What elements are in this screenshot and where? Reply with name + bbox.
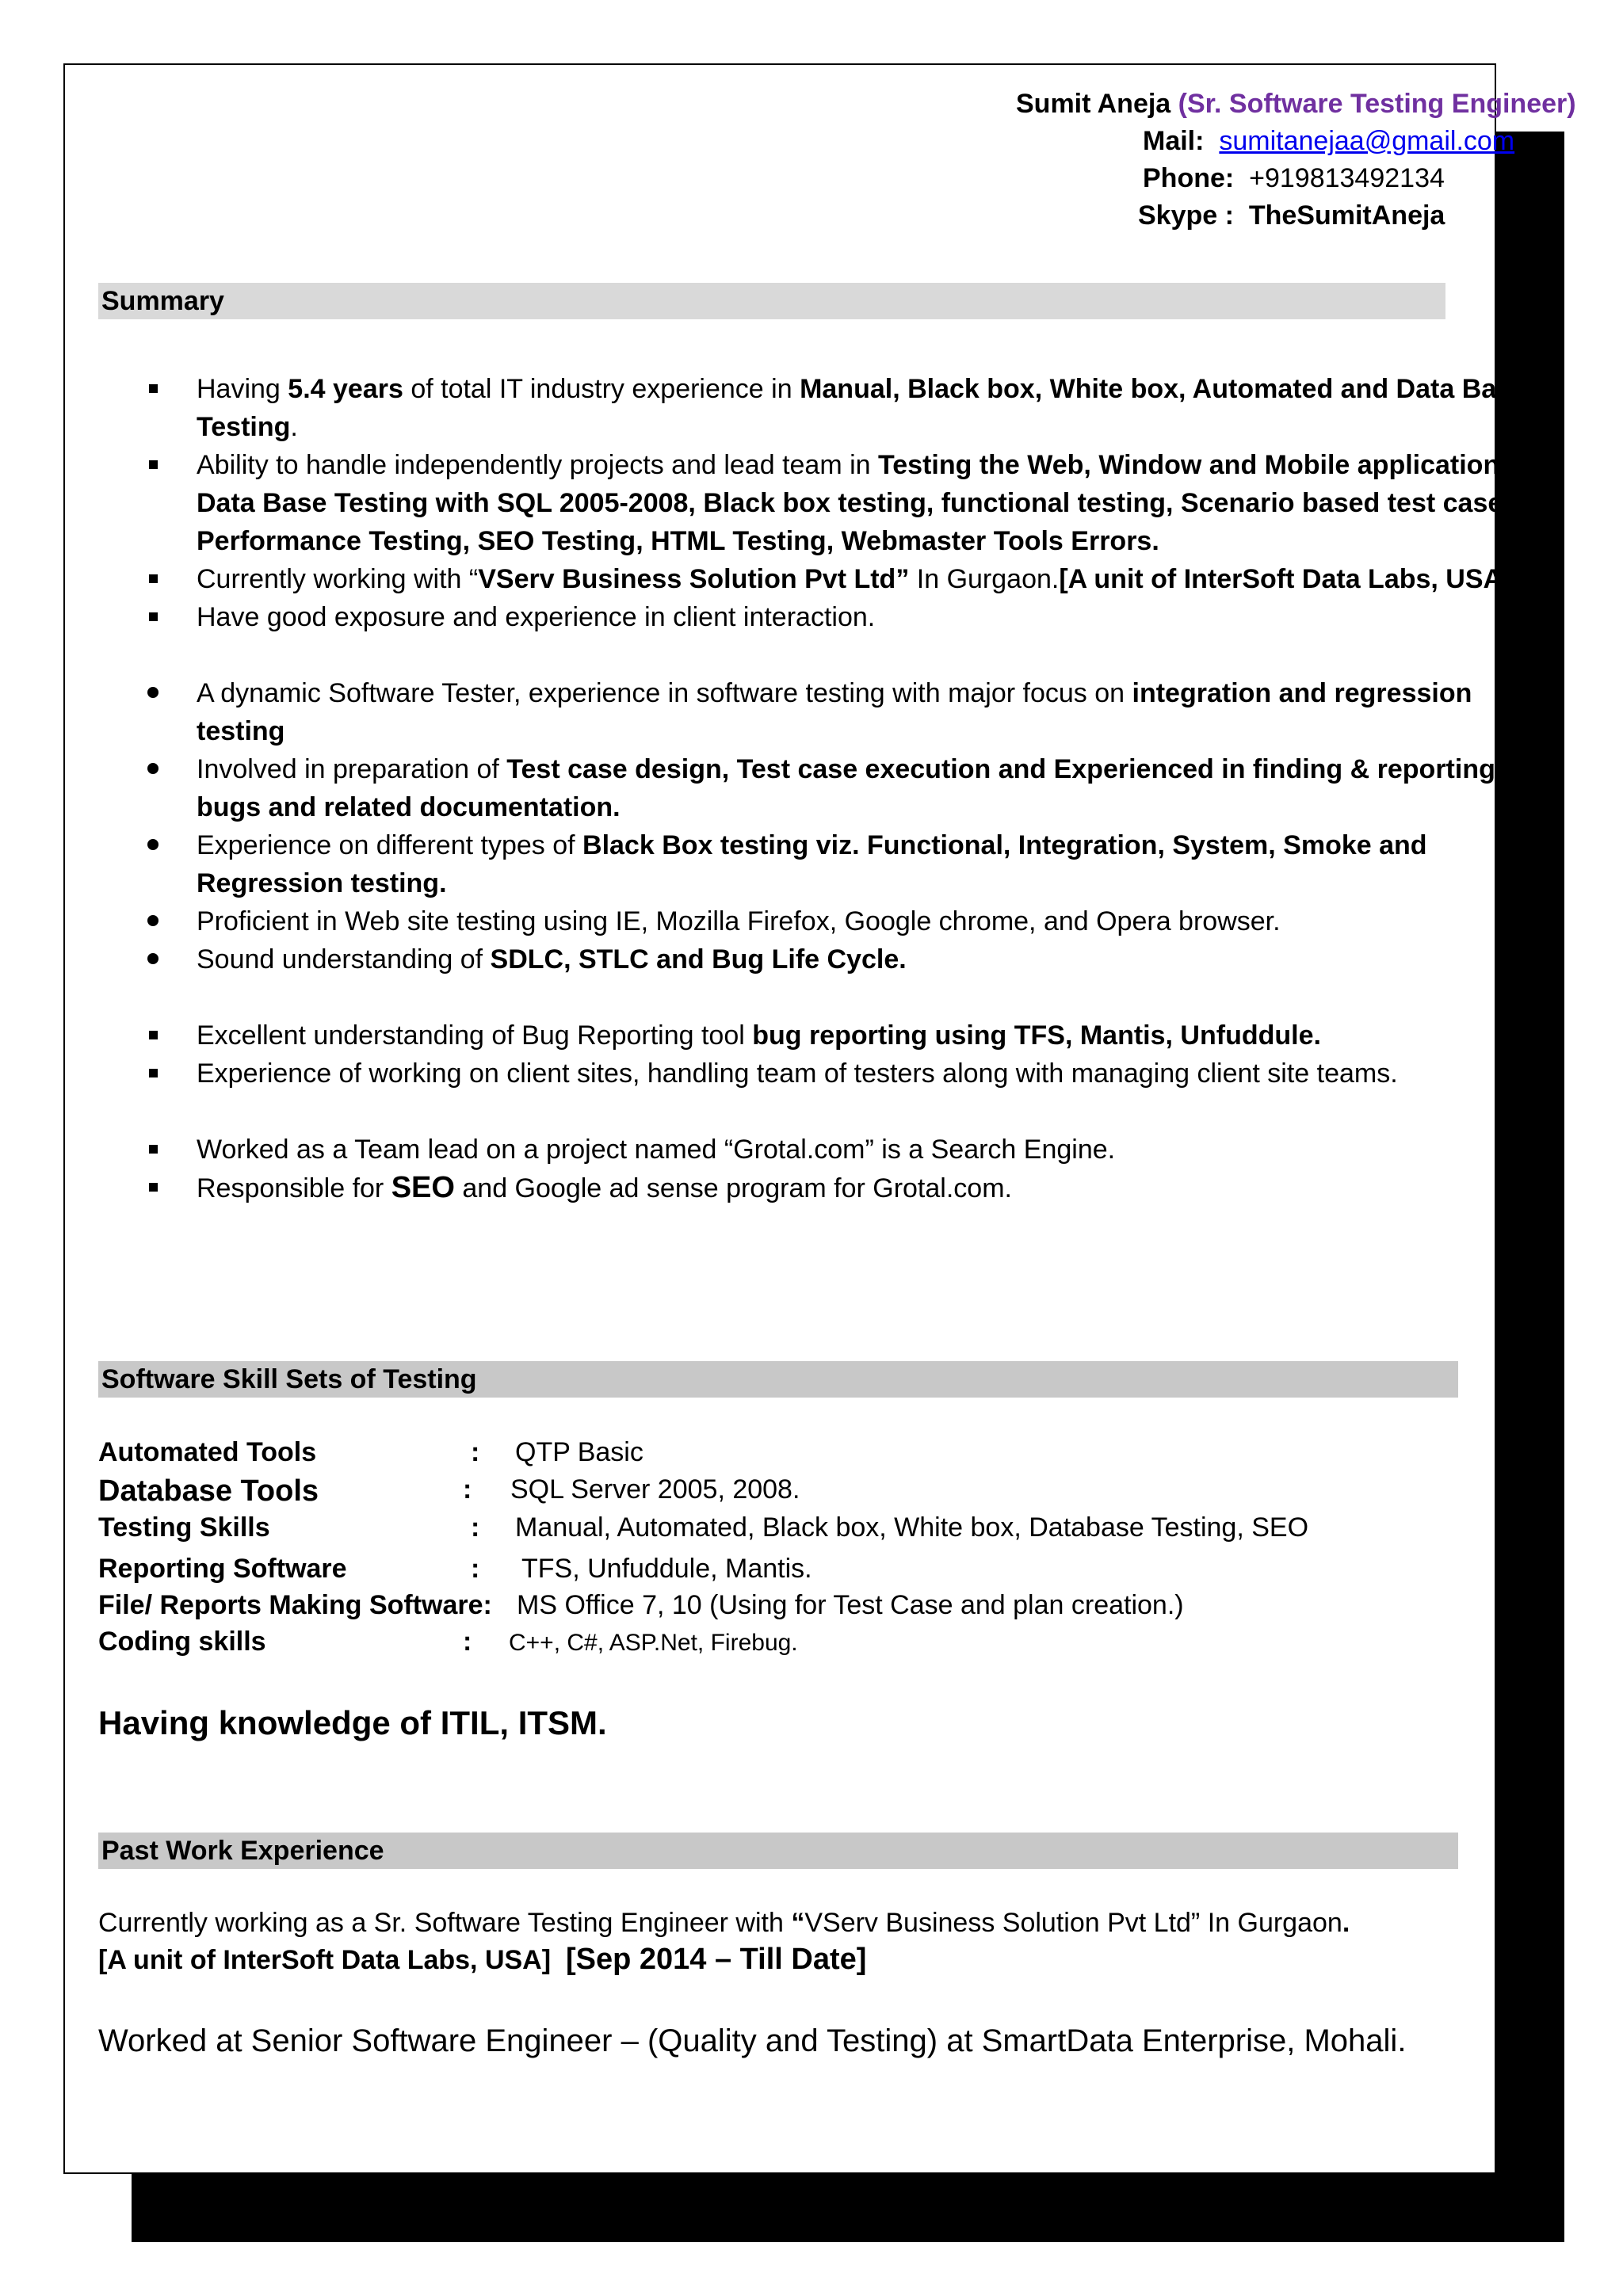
summary-bold-text: [A unit of InterSoft Data Labs, USA] — [1059, 564, 1512, 594]
list-spacer — [98, 978, 1541, 1016]
exp-quote: “ — [791, 1908, 805, 1938]
skill-colon: : — [471, 1512, 480, 1543]
summary-bold-text: Manual, Black box, White box, Automated and Data Base Testing — [197, 374, 1526, 442]
exp-dates: [Sep 2014 – Till Date] — [565, 1943, 867, 1976]
summary-text: Have good exposure and experience in client interaction. — [197, 602, 876, 632]
summary-heading — [98, 283, 1445, 319]
summary-item — [98, 560, 1541, 598]
summary-bold-text: Testing the Web, Window and Mobile applications, Data Base Testing with SQL 2005-2008, Black box testing, functional testing, Scenario based test cases, Performance Testing, SEO Testing, HTML Testing, Webmaster Tools Errors. — [197, 450, 1526, 556]
summary-item — [98, 902, 1541, 940]
skill-colon: : — [471, 1554, 480, 1584]
summary-bold-text: SDLC, STLC and Bug Life Cycle. — [490, 944, 907, 974]
summary-bold-text: 5.4 years — [288, 374, 403, 404]
experience-current-line — [98, 1908, 1350, 1939]
skill-colon: : — [463, 1627, 472, 1657]
exp-company: VServ Business Solution Pvt Ltd” In Gurgaon — [804, 1908, 1342, 1938]
list-spacer — [98, 636, 1541, 674]
phone-value: +919813492134 — [1249, 163, 1445, 193]
skills-heading-text: Software Skill Sets of Testing — [101, 1364, 477, 1394]
summary-item — [98, 826, 1541, 902]
mail-line — [1143, 126, 1514, 157]
skill-label: Database Tools — [98, 1474, 319, 1508]
summary-text: Experience on different types of — [197, 830, 583, 860]
skill-label: Automated Tools — [98, 1437, 317, 1467]
summary-bold-text: Black Box testing viz. Functional, Integration, System, Smoke and Regression testing. — [197, 830, 1427, 898]
summary-item — [98, 750, 1541, 826]
summary-item — [98, 1169, 1541, 1207]
person-name: Sumit Aneja — [1016, 89, 1171, 119]
skype-label: Skype : — [1138, 200, 1234, 231]
summary-list — [98, 370, 1541, 1207]
skill-label: File/ Reports Making Software: — [98, 1590, 492, 1620]
skill-value: MS Office 7, 10 (Using for Test Case and plan creation.) — [517, 1590, 1184, 1620]
exp-previous-text: Worked at Senior Software Engineer – (Quality and Testing) at SmartData Enterprise, Mohali. — [98, 2023, 1407, 2058]
exp-period: . — [1342, 1908, 1350, 1938]
summary-text: Proficient in Web site testing using IE, Mozilla Firefox, Google chrome, and Opera browser. — [197, 906, 1281, 936]
skill-value: TFS, Unfuddule, Mantis. — [521, 1554, 812, 1584]
summary-item — [98, 598, 1541, 636]
summary-item — [98, 940, 1541, 978]
summary-text: Excellent understanding of Bug Reporting tool — [197, 1020, 753, 1051]
phone-label: Phone: — [1143, 163, 1235, 193]
skill-colon: : — [463, 1474, 472, 1505]
skill-value: Manual, Automated, Black box, White box, Database Testing, SEO — [515, 1512, 1309, 1543]
summary-text: Having — [197, 374, 288, 404]
summary-bold-text: integration and regression testing — [197, 678, 1472, 746]
experience-heading — [98, 1833, 1458, 1869]
summary-text: Experience of working on client sites, handling team of testers along with managing client site teams. — [197, 1058, 1398, 1089]
summary-item — [98, 370, 1541, 446]
mail-label: Mail: — [1143, 126, 1205, 156]
summary-item — [98, 1055, 1541, 1093]
summary-text: Currently working with “ — [197, 564, 479, 594]
summary-item — [98, 674, 1541, 750]
exp-unit: [A unit of InterSoft Data Labs, USA] — [98, 1945, 552, 1975]
summary-text: Ability to handle independently projects and lead team in — [197, 450, 879, 480]
skills-heading — [98, 1361, 1458, 1398]
summary-text: Involved in preparation of — [197, 754, 507, 784]
person-title: (Sr. Software Testing Engineer) — [1178, 89, 1576, 119]
experience-previous-line — [98, 2023, 1406, 2059]
summary-text: A dynamic Software Tester, experience in software testing with major focus on — [197, 678, 1132, 708]
name-line — [1016, 89, 1576, 120]
summary-text: . — [290, 412, 298, 442]
knowledge-line: Having knowledge of ITIL, ITSM. — [98, 1704, 607, 1741]
summary-heading-text: Summary — [101, 286, 224, 316]
list-spacer — [98, 1093, 1541, 1131]
phone-line — [1143, 163, 1445, 194]
summary-text: Worked as a Team lead on a project named “Grotal.com” is a Search Engine. — [197, 1135, 1116, 1165]
experience-unit-line — [98, 1943, 866, 1977]
summary-bold-text: Test case design, Test case execution and Experienced in finding & reporting bugs and related documentation. — [197, 754, 1495, 822]
summary-text: Sound understanding of — [197, 944, 491, 974]
summary-item — [98, 1131, 1541, 1169]
mail-link[interactable]: sumitanejaa@gmail.com — [1219, 126, 1515, 156]
summary-bold-text: VServ Business Solution Pvt Ltd” — [478, 564, 910, 594]
skill-label: Testing Skills — [98, 1512, 270, 1543]
experience-heading-text: Past Work Experience — [101, 1836, 384, 1866]
resume-page — [63, 63, 1576, 2174]
summary-text: Responsible for — [197, 1173, 391, 1203]
summary-text: and Google ad sense program for Grotal.com. — [454, 1173, 1012, 1203]
summary-text: In Gurgaon. — [909, 564, 1060, 594]
summary-item — [98, 446, 1541, 560]
skill-value: SQL Server 2005, 2008. — [510, 1474, 800, 1505]
skill-value: C++, C#, ASP.Net, Firebug. — [509, 1630, 798, 1656]
summary-bold-text: bug reporting using TFS, Mantis, Unfuddule. — [752, 1020, 1321, 1051]
skill-label: Coding skills — [98, 1627, 266, 1657]
summary-bold-text: SEO — [391, 1171, 455, 1204]
skype-value: TheSumitAneja — [1248, 200, 1445, 231]
skill-label: Reporting Software — [98, 1554, 347, 1584]
skype-line — [1138, 200, 1445, 231]
skill-value: QTP Basic — [515, 1437, 643, 1467]
skill-colon: : — [471, 1437, 480, 1467]
summary-text: of total IT industry experience in — [403, 374, 800, 404]
summary-item — [98, 1016, 1541, 1055]
exp-current-text: Currently working as a Sr. Software Testing Engineer with — [98, 1908, 792, 1938]
